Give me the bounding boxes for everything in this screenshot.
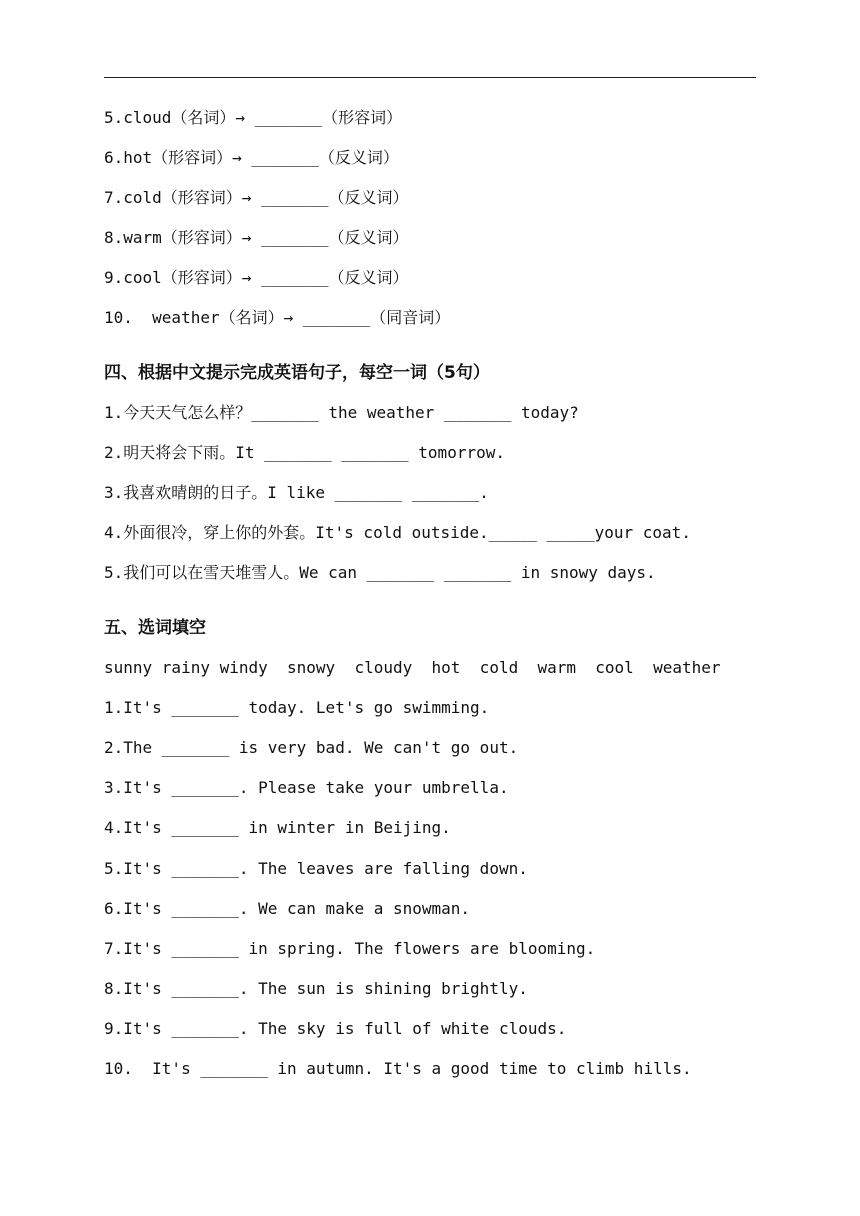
header-rule: [104, 77, 756, 78]
s3-item-10: 10. weather（名词）→ _______（同音词）: [104, 308, 451, 327]
s4-item-2: 2.明天将会下雨。It _______ _______ tomorrow.: [104, 443, 505, 462]
s3-item-5: 5.cloud（名词）→ _______（形容词）: [104, 108, 403, 127]
s5-item-5: 5.It's _______. The leaves are falling down.: [104, 859, 528, 878]
s5-item-6: 6.It's _______. We can make a snowman.: [104, 899, 471, 918]
section4-heading: 四、根据中文提示完成英语句子，每空一词（5句）: [104, 363, 490, 383]
s5-item-4: 4.It's _______ in winter in Beijing.: [104, 818, 451, 837]
s5-item-10: 10. It's _______ in autumn. It's a good time to climb hills.: [104, 1059, 692, 1078]
s5-item-9: 9.It's _______. The sky is full of white clouds.: [104, 1019, 567, 1038]
s4-item-4: 4.外面很冷，穿上你的外套。It's cold outside._____ _____your coat.: [104, 523, 691, 542]
s5-item-7: 7.It's _______ in spring. The flowers are blooming.: [104, 939, 596, 958]
s3-item-8: 8.warm（形容词）→ _______（反义词）: [104, 228, 409, 247]
s5-item-8: 8.It's _______. The sun is shining brightly.: [104, 979, 528, 998]
word-bank: sunny rainy windy snowy cloudy hot cold warm cool weather: [104, 658, 721, 677]
s3-item-9: 9.cool（形容词）→ _______（反义词）: [104, 268, 409, 287]
s4-item-3: 3.我喜欢晴朗的日子。I like _______ _______.: [104, 483, 489, 502]
s4-item-1: 1.今天天气怎么样？_______ the weather _______ today?: [104, 403, 579, 422]
s5-item-2: 2.The _______ is very bad. We can't go out.: [104, 738, 519, 757]
s3-item-6: 6.hot（形容词）→ _______（反义词）: [104, 148, 399, 167]
s4-item-5: 5.我们可以在雪天堆雪人。We can _______ _______ in snowy days.: [104, 563, 656, 582]
s3-item-7: 7.cold（形容词）→ _______（反义词）: [104, 188, 409, 207]
section5-heading: 五、选词填空: [104, 618, 206, 638]
s5-item-3: 3.It's _______. Please take your umbrella.: [104, 778, 509, 797]
s5-item-1: 1.It's _______ today. Let's go swimming.: [104, 698, 490, 717]
